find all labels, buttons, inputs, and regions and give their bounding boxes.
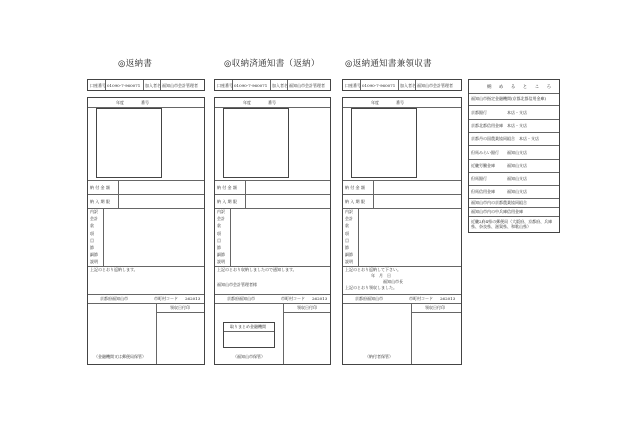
place-item: 京都銀行 本店・支店 bbox=[471, 110, 527, 115]
amount-label: 納 付 金 額 bbox=[345, 185, 365, 190]
note-line: 上記のとおり返納します。 bbox=[90, 267, 138, 272]
breakdown-row: 項 bbox=[217, 230, 221, 236]
col-number: 番号 bbox=[396, 100, 404, 105]
breakdown-row: 項 bbox=[90, 230, 94, 236]
breakdown-row: 目 bbox=[217, 237, 221, 243]
footer-code-label: 市町村コード bbox=[281, 296, 305, 301]
amount-label: 納 付 金 額 bbox=[217, 185, 237, 190]
place-item: 福知山市指定金融機関(京都北都信用金庫) bbox=[471, 96, 547, 101]
form2-body bbox=[214, 97, 331, 365]
place-item: 京都北都信用金庫 本店・支店 bbox=[471, 123, 527, 128]
member-label: 加入者名 bbox=[400, 83, 416, 88]
breakdown-row: 内訳 bbox=[345, 209, 353, 214]
member-name: 福知山市会計管理者 bbox=[289, 83, 325, 88]
account-number: 01090-7-960071 bbox=[362, 83, 396, 88]
footer-code: 262013 bbox=[185, 296, 201, 301]
note-line: 福知山市会計管理者様 bbox=[217, 282, 257, 287]
member-name: 福知山市会計管理者 bbox=[162, 83, 198, 88]
col-number: 番号 bbox=[268, 100, 276, 105]
col-year: 年度 bbox=[243, 100, 251, 105]
account-number: 01090-7-960071 bbox=[234, 83, 268, 88]
note-line: 福知山市長 bbox=[383, 279, 403, 284]
breakdown-row: 節 bbox=[90, 244, 94, 250]
amount-label: 納 付 金 額 bbox=[90, 185, 110, 190]
breakdown-row: 目 bbox=[90, 237, 94, 243]
stamp-label: 領収日付印 bbox=[297, 305, 317, 310]
account-label: 口座番号 bbox=[217, 83, 233, 88]
bottom-note: （金融機関又は郵便局保管） bbox=[94, 354, 146, 359]
footer-code-label: 市町村コード bbox=[409, 296, 433, 301]
breakdown-row: 会計 bbox=[217, 216, 225, 222]
breakdown-row: 細節 bbox=[345, 252, 353, 258]
footer-code: 262013 bbox=[312, 296, 328, 301]
place-item: 京都丹の国農業協同組合 本店・支店 bbox=[471, 136, 539, 141]
breakdown-row: 会計 bbox=[345, 216, 353, 222]
account-number: 01090-7-960071 bbox=[107, 83, 141, 88]
member-label: 加入者名 bbox=[145, 83, 161, 88]
due-date-label: 納 入 期 限 bbox=[90, 199, 110, 204]
note-line: 年 月 日 bbox=[371, 273, 391, 278]
form3-title: ◎返納通知書兼領収書 bbox=[345, 59, 432, 69]
breakdown-list bbox=[217, 210, 225, 268]
footer-code-label: 市町村コード bbox=[154, 296, 178, 301]
breakdown-row: 節 bbox=[217, 244, 221, 250]
place-item: 福知山市内の京都農業協同組合 bbox=[471, 200, 527, 205]
footer-city: 京都府福知山市 bbox=[355, 296, 383, 301]
breakdown-row: 細節 bbox=[90, 252, 98, 258]
breakdown-row: 説明 bbox=[217, 259, 225, 265]
form2-title: ◎収納済通知書（返納） bbox=[224, 59, 320, 69]
detail-area bbox=[96, 108, 162, 178]
form1-header bbox=[87, 79, 205, 91]
breakdown-row: 項 bbox=[345, 230, 349, 236]
breakdown-row: 目 bbox=[345, 237, 349, 243]
breakdown-row: 款 bbox=[90, 223, 94, 229]
detail-area bbox=[351, 108, 417, 178]
breakdown-row: 説明 bbox=[90, 259, 98, 265]
breakdown-row: 款 bbox=[217, 223, 221, 229]
place-item: 福知山市内の中兵庫信用金庫 bbox=[471, 209, 523, 214]
place-item: 近畿労働金庫 福知山支店 bbox=[471, 163, 527, 168]
breakdown-row: 内訳 bbox=[90, 209, 98, 214]
form1-body bbox=[87, 97, 205, 365]
place-item: 但馬信用金庫 福知山支店 bbox=[471, 189, 527, 194]
bottom-note: （福知山市保管） bbox=[233, 354, 265, 359]
breakdown-list bbox=[90, 210, 98, 268]
breakdown-row: 内訳 bbox=[217, 209, 225, 214]
stamp-label: 領収日付印 bbox=[170, 305, 190, 310]
payment-places-box bbox=[468, 79, 560, 233]
member-label: 加入者名 bbox=[272, 83, 288, 88]
place-item: 但馬みらい銀行 福知山支店 bbox=[471, 150, 527, 155]
footer-city: 京都府福知山市 bbox=[227, 296, 255, 301]
detail-area bbox=[223, 108, 289, 178]
form3-body bbox=[342, 97, 462, 365]
collecting-bank-label: 取りまとめ金融機関 bbox=[230, 324, 266, 329]
breakdown-row: 節 bbox=[345, 244, 349, 250]
col-year: 年度 bbox=[116, 100, 124, 105]
note-line: 上記のとおり収納しましたので通知します。 bbox=[217, 267, 297, 272]
breakdown-row: 細節 bbox=[217, 252, 225, 258]
member-name: 福知山市会計管理者 bbox=[417, 83, 453, 88]
footer-city: 京都府福知山市 bbox=[100, 296, 128, 301]
col-number: 番号 bbox=[141, 100, 149, 105]
form2-header bbox=[214, 79, 331, 91]
bottom-note: （納付者保管） bbox=[365, 354, 393, 359]
form1-title: ◎返納書 bbox=[118, 59, 153, 69]
note-line: 上記のとおり領収しました。 bbox=[345, 285, 397, 290]
form3-header bbox=[342, 79, 462, 91]
note-line: 上記のとおり返納して下さい。 bbox=[345, 267, 401, 272]
collecting-bank-box bbox=[223, 322, 275, 348]
breakdown-row: 款 bbox=[345, 223, 349, 229]
breakdown-list bbox=[345, 210, 353, 268]
due-date-label: 納 入 期 限 bbox=[217, 199, 237, 204]
place-item: 但馬銀行 福知山支店 bbox=[471, 176, 527, 181]
place-item: 近畿2府4県の郵便局（大阪府、京都府、兵庫県、奈良県、滋賀県、和歌山県） bbox=[471, 219, 553, 229]
payment-places-title: 納 め る と こ ろ bbox=[487, 85, 555, 90]
footer-code: 262013 bbox=[440, 296, 456, 301]
breakdown-row: 説明 bbox=[345, 259, 353, 265]
account-label: 口座番号 bbox=[90, 83, 106, 88]
breakdown-row: 会計 bbox=[90, 216, 98, 222]
col-year: 年度 bbox=[371, 100, 379, 105]
account-label: 口座番号 bbox=[345, 83, 361, 88]
due-date-label: 納 入 期 限 bbox=[345, 199, 365, 204]
stamp-label: 領収日付印 bbox=[425, 305, 445, 310]
